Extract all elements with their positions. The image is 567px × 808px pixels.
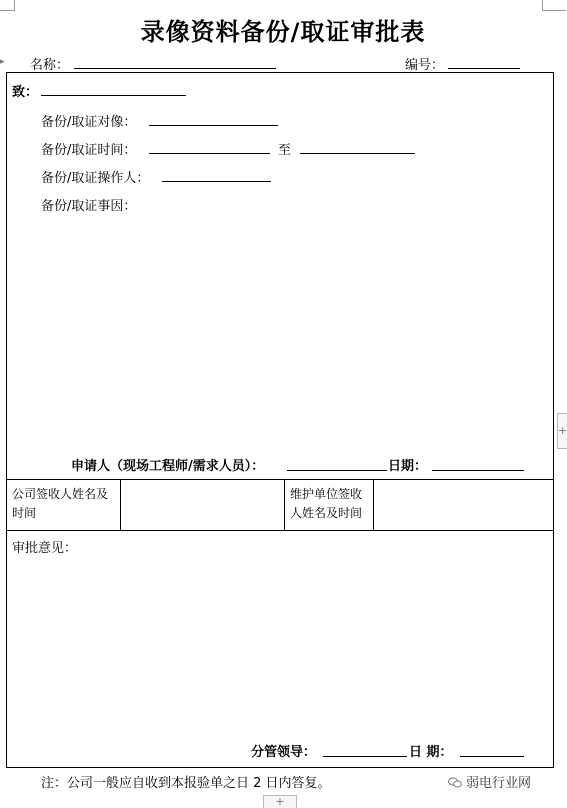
time-end-field[interactable] [300,153,415,154]
maintenance-receiver-cell[interactable] [374,480,553,529]
leader-label: 分管领导： [251,745,317,760]
wechat-icon [448,777,462,788]
number-label: 编号： [405,58,445,73]
leader-field[interactable] [323,756,407,757]
approval-date-label: 日 期： [409,745,453,760]
watermark-text: 弱电行业网 [466,776,532,791]
company-receiver-label: 公司签收人姓名及时间 [12,487,109,520]
object-field[interactable] [149,125,278,126]
approval-opinion-area[interactable] [12,556,547,736]
time-label: 备份/取证时间： [41,143,137,158]
name-label: 名称： [30,58,70,73]
approval-opinion-label: 审批意见： [12,541,78,556]
approval-date-field[interactable] [460,756,524,757]
footer-note: 注：公司一般应自收到本报验单之日 2 日内答复。 [41,776,331,791]
crop-mark-top-left-v [14,0,15,11]
to-field[interactable] [41,95,186,96]
form-title: 录像资料备份/取证审批表 [140,18,426,46]
applicant-date-label: 日期： [388,459,428,474]
paragraph-marker-icon: ▸ [0,57,5,67]
crop-mark-top-left-h [0,10,15,11]
company-receiver-cell[interactable] [121,480,283,529]
row-divider-2 [6,530,554,531]
operator-field[interactable] [162,181,271,182]
operator-label: 备份/取证操作人： [41,171,150,186]
reason-area[interactable] [41,214,541,444]
time-to-label: 至 [278,143,292,158]
number-field[interactable] [448,68,520,69]
applicant-label: 申请人（现场工程师/需求人员）： [71,459,265,474]
col-divider-2 [284,479,285,530]
time-start-field[interactable] [149,153,270,154]
applicant-date-field[interactable] [432,470,524,471]
crop-mark-top-right-h [542,10,566,11]
to-label: 致： [12,85,39,100]
object-label: 备份/取证对像： [41,115,137,130]
watermark [448,772,531,791]
name-field[interactable] [74,68,276,69]
reason-label: 备份/取证事因： [41,199,137,214]
insert-column-button[interactable]: + [557,413,567,449]
applicant-field[interactable] [287,470,387,471]
insert-row-button[interactable]: + [263,795,297,808]
maintenance-receiver-label: 维护单位签收人姓名及时间 [290,487,363,520]
crop-mark-top-right-v [542,0,543,11]
